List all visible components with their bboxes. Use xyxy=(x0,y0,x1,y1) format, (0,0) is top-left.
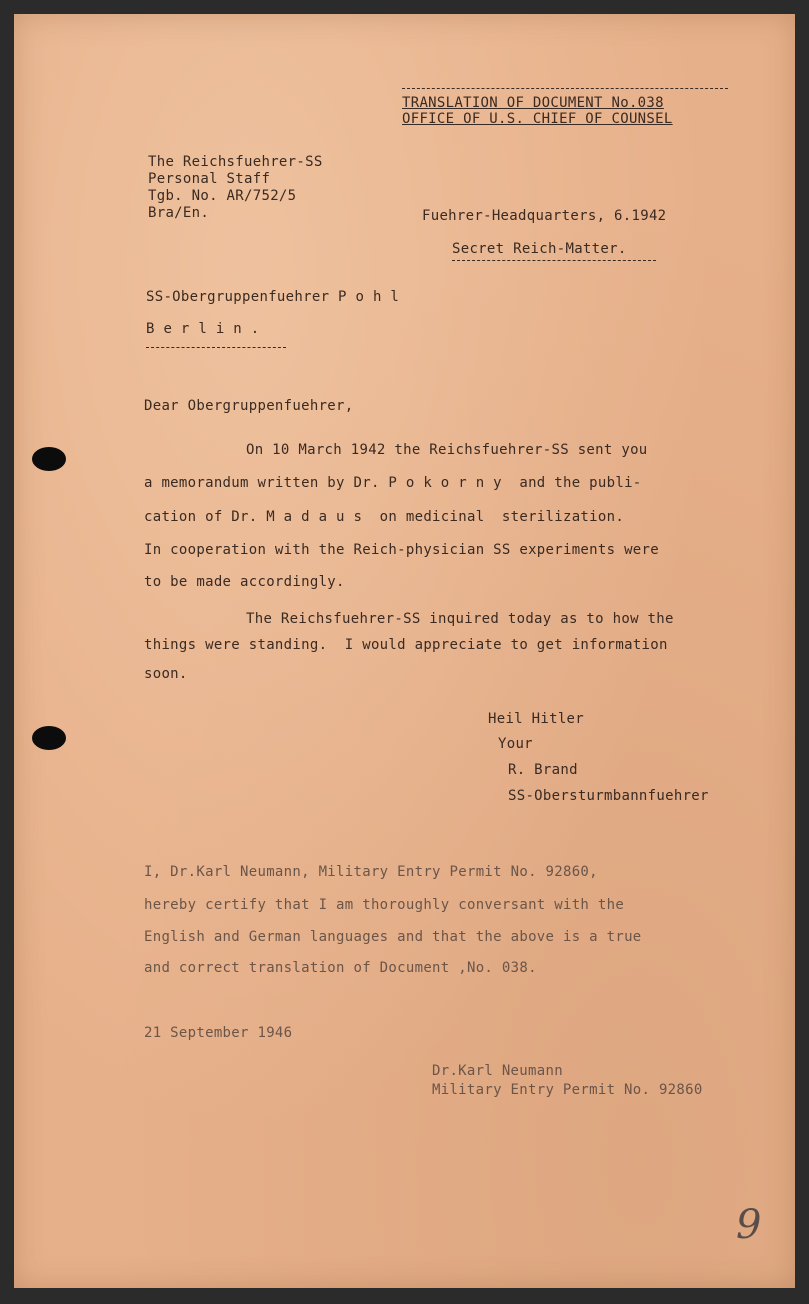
header-title: TRANSLATION OF DOCUMENT No.038 xyxy=(402,95,664,111)
cert-line-1: I, Dr.Karl Neumann, Military Entry Permit No. 92860, xyxy=(144,864,598,880)
punch-hole-upper xyxy=(32,447,66,471)
cert-line-4: and correct translation of Document ,No. 038. xyxy=(144,960,537,976)
closing-signatory: R. Brand xyxy=(508,762,578,778)
closing-rank: SS-Obersturmbannfuehrer xyxy=(508,788,709,804)
closing-your: Your xyxy=(498,736,533,752)
translator-permit: Military Entry Permit No. 92860 xyxy=(432,1082,703,1098)
cert-date: 21 September 1946 xyxy=(144,1025,293,1041)
sender-line-3: Tgb. No. AR/752/5 xyxy=(148,188,297,204)
sender-line-4: Bra/En. xyxy=(148,205,210,221)
recipient-city: B e r l i n . xyxy=(146,321,260,337)
recipient-underline xyxy=(146,347,286,348)
body-line-2: a memorandum written by Dr. P o k o r n y and the publi- xyxy=(144,475,642,491)
body-line-1: On 10 March 1942 the Reichsfuehrer-SS sent you xyxy=(246,442,648,458)
sender-line-1: The Reichsfuehrer-SS xyxy=(148,154,323,170)
page-number-mark: 9 xyxy=(736,1202,762,1248)
body-line-5: to be made accordingly. xyxy=(144,574,345,590)
cert-line-2: hereby certify that I am thoroughly conversant with the xyxy=(144,897,625,913)
translator-name: Dr.Karl Neumann xyxy=(432,1063,563,1079)
body-line-7: things were standing. I would appreciate to get information xyxy=(144,637,668,653)
place-date: Fuehrer-Headquarters, 6.1942 xyxy=(422,208,667,224)
punch-hole-lower xyxy=(32,726,66,750)
body-line-3: cation of Dr. M a d a u s on medicinal sterilization. xyxy=(144,509,625,525)
classification: Secret Reich-Matter. xyxy=(452,241,627,257)
cert-line-3: English and German languages and that the above is a true xyxy=(144,929,642,945)
header-top-rule xyxy=(402,88,728,89)
salutation: Dear Obergruppenfuehrer, xyxy=(144,398,354,414)
body-line-4: In cooperation with the Reich-physician SS experiments were xyxy=(144,542,659,558)
translation-header xyxy=(402,88,728,127)
sender-line-2: Personal Staff xyxy=(148,171,271,187)
classification-underline xyxy=(452,260,656,261)
body-line-6: The Reichsfuehrer-SS inquired today as to how the xyxy=(246,611,674,627)
document-page xyxy=(14,14,795,1288)
closing-greeting: Heil Hitler xyxy=(488,711,585,727)
body-line-8: soon. xyxy=(144,666,188,682)
header-office: OFFICE OF U.S. CHIEF OF COUNSEL xyxy=(402,111,673,127)
recipient-name: SS-Obergruppenfuehrer P o h l xyxy=(146,289,400,305)
